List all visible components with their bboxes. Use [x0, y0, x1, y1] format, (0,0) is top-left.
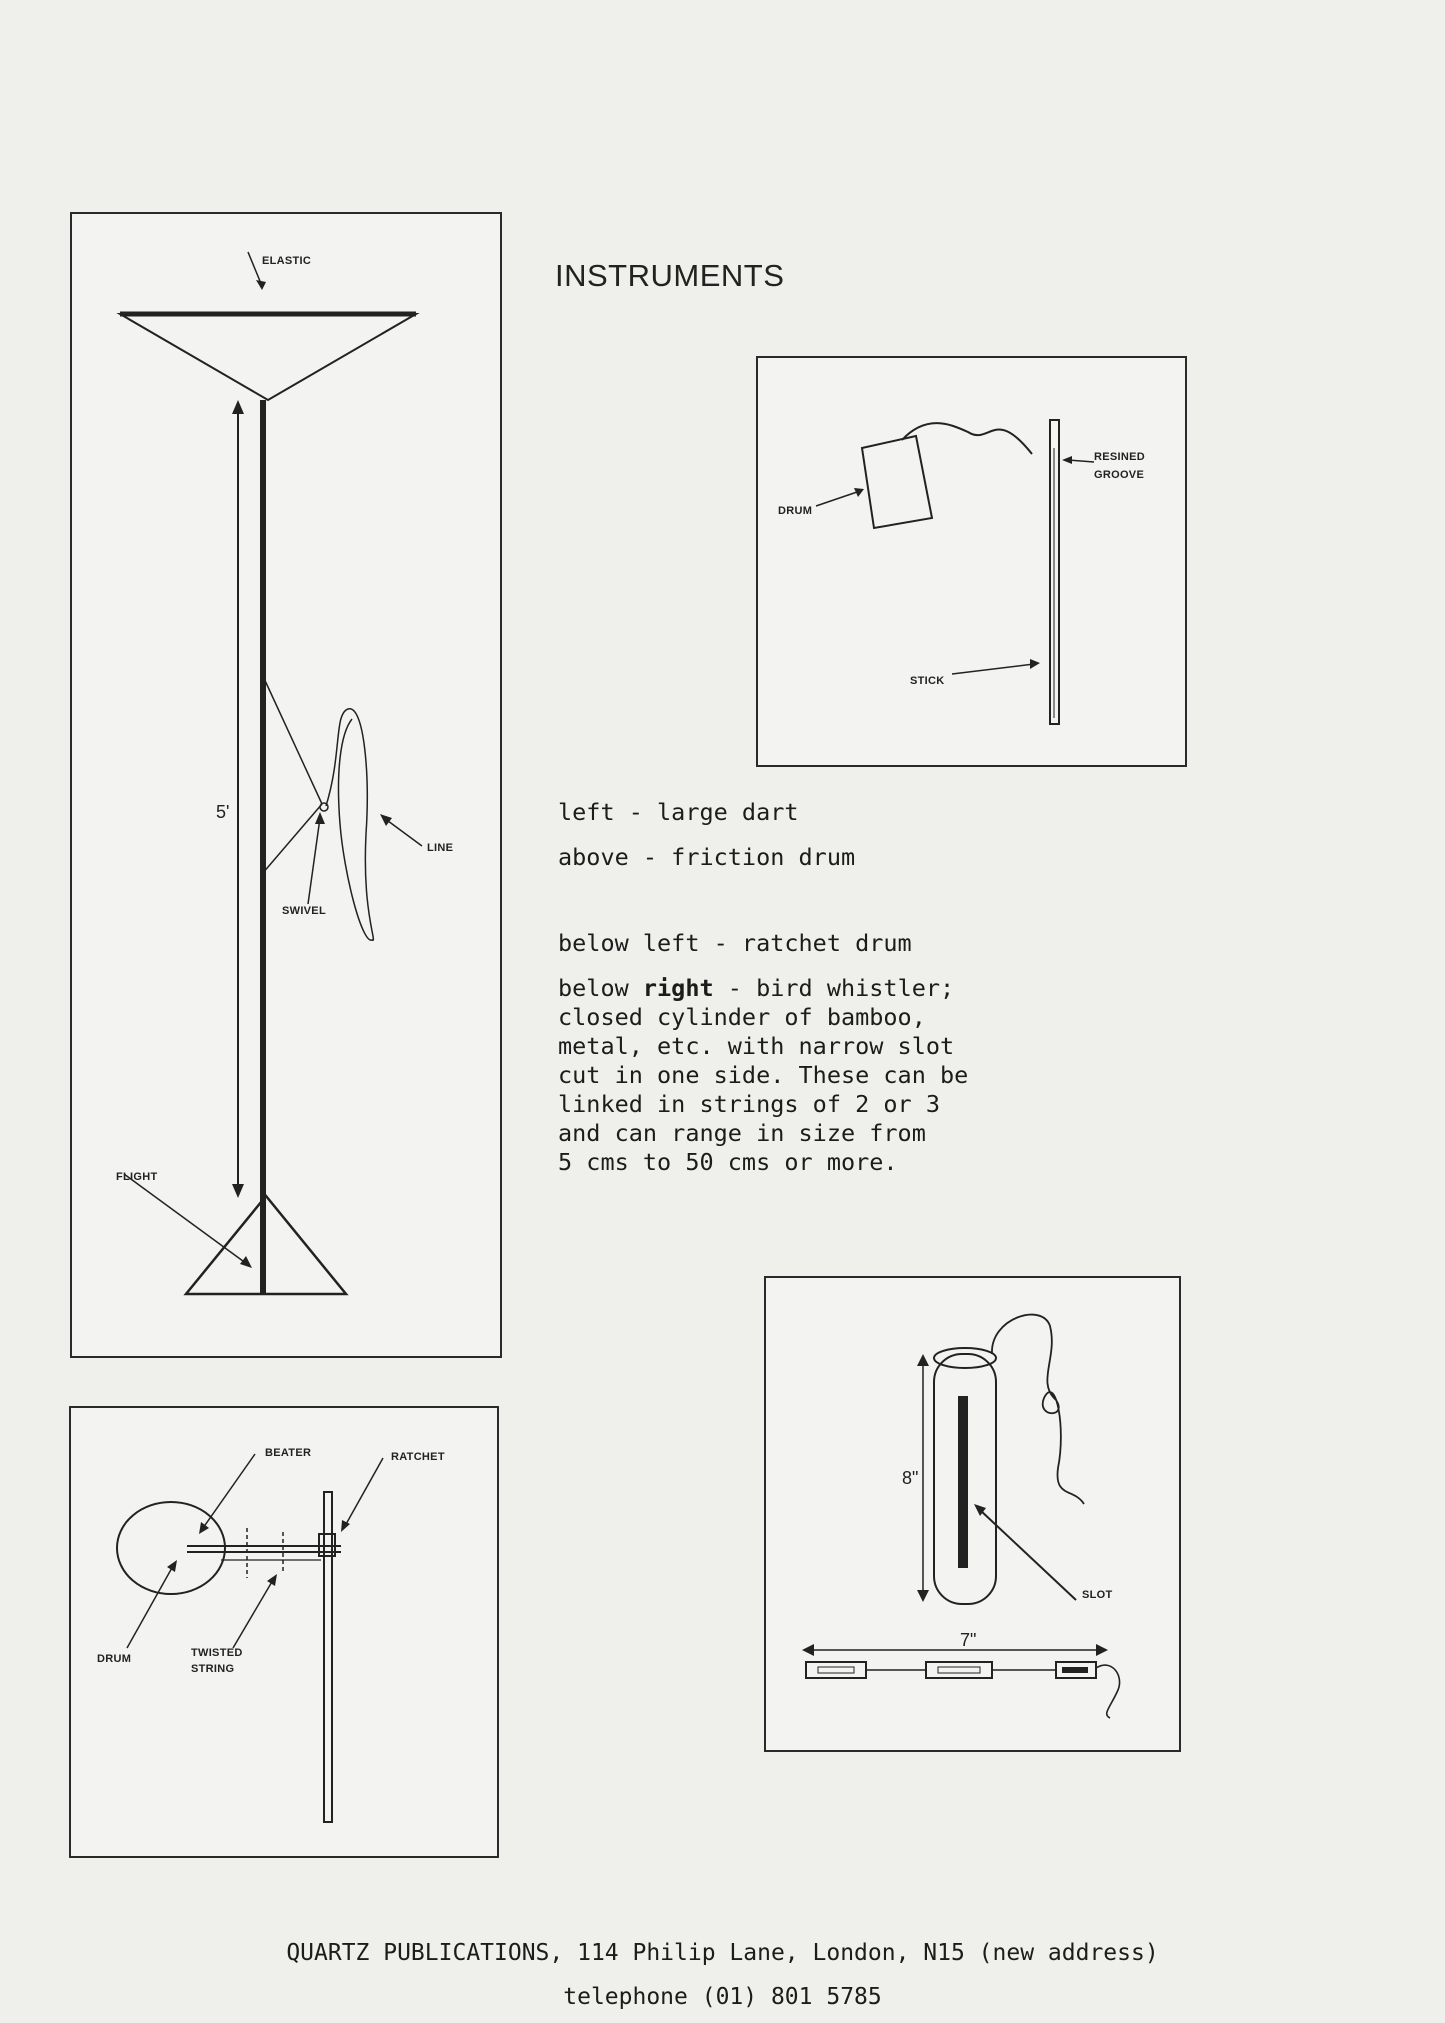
- groove-label: RESINED: [1094, 451, 1145, 463]
- telephone: telephone (01) 801 5785: [563, 1984, 882, 2010]
- caption-below-right-bold: right: [642, 974, 714, 1002]
- drum-label: DRUM: [97, 1653, 132, 1665]
- slot-label: SLOT: [1082, 1589, 1113, 1601]
- drum-label: DRUM: [778, 505, 813, 517]
- caption-below-right-lead: below: [558, 974, 643, 1002]
- ratchet-drum-illustration: [69, 1406, 499, 1858]
- beater-label: BEATER: [265, 1447, 312, 1459]
- caption-above: above - friction drum: [558, 843, 856, 871]
- caption-below-right: [558, 974, 954, 1003]
- caption-description-5: and can range in size from: [558, 1119, 926, 1147]
- caption-description-6: 5 cms to 50 cms or more.: [558, 1148, 898, 1176]
- caption-description-1: closed cylinder of bamboo,: [558, 1003, 926, 1031]
- elastic-label: ELASTIC: [262, 255, 312, 267]
- stick-label: STICK: [910, 675, 945, 687]
- friction-drum-drawing: [758, 358, 1185, 765]
- length-label: 7": [960, 1630, 977, 1650]
- bird-whistler-drawing: [766, 1278, 1179, 1750]
- caption-description-2: metal, etc. with narrow slot: [558, 1032, 955, 1060]
- twisted-string-label: TWISTED: [191, 1647, 243, 1659]
- flight-label: FLIGHT: [116, 1171, 158, 1183]
- line-label: LINE: [427, 842, 454, 854]
- caption-below-right-rest: - bird whistler;: [713, 974, 955, 1002]
- publisher-address: QUARTZ PUBLICATIONS, 114 Philip Lane, London, N15 (new address): [286, 1940, 1159, 1966]
- large-dart-illustration: [70, 212, 502, 1358]
- page-title: INSTRUMENTS: [555, 258, 785, 293]
- length-label: 5': [216, 802, 230, 822]
- caption-description-4: linked in strings of 2 or 3: [558, 1090, 941, 1118]
- groove-label-2: GROOVE: [1094, 469, 1145, 481]
- bird-whistler-illustration: [764, 1276, 1181, 1752]
- caption-left: left - large dart: [558, 798, 799, 826]
- large-dart-drawing: [72, 214, 500, 1356]
- height-label: 8": [902, 1468, 919, 1488]
- caption-below-left: below left - ratchet drum: [558, 929, 912, 957]
- swivel-label: SWIVEL: [282, 905, 326, 917]
- ratchet-drum-drawing: [71, 1408, 497, 1856]
- friction-drum-illustration: [756, 356, 1187, 767]
- twisted-string-label-2: STRING: [191, 1663, 235, 1675]
- ratchet-label: RATCHET: [391, 1451, 445, 1463]
- caption-description-3: cut in one side. These can be: [558, 1061, 969, 1089]
